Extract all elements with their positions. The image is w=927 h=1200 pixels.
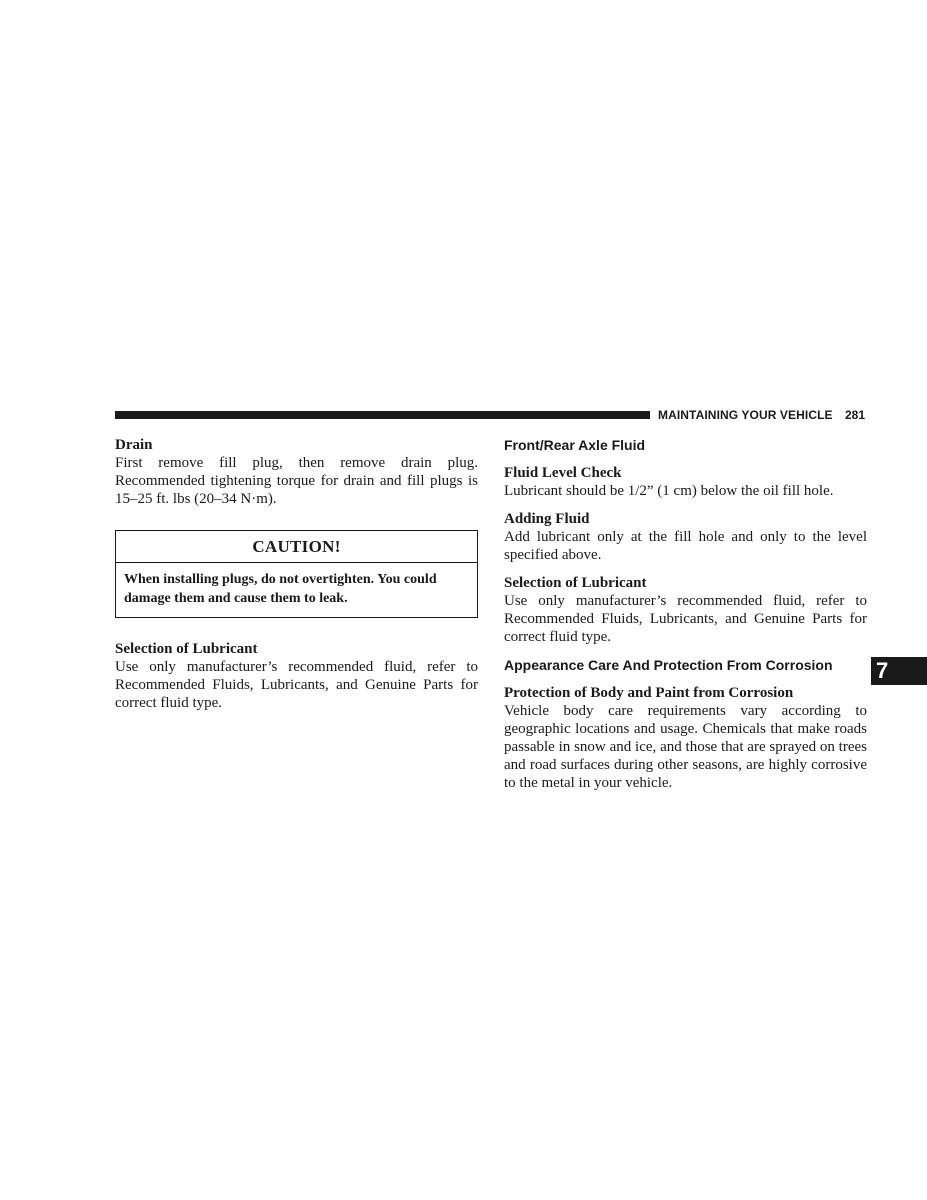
fluid-level-text: Lubricant should be 1/2” (1 cm) below the oil fill hole. (504, 483, 834, 499)
drain-text: First remove fill plug, then remove drain plug. Recommended tightening torque for drain and fill plugs is 15–25 ft. lbs (20–34 N·m). (115, 455, 478, 507)
adding-fluid-heading: Adding Fluid (504, 511, 590, 527)
header-rule (115, 411, 650, 419)
selection-lubricant-heading-right: Selection of Lubricant (504, 575, 647, 591)
appearance-care-heading: Appearance Care And Protection From Corrosion (504, 657, 833, 673)
caution-box (115, 530, 478, 618)
adding-fluid-text: Add lubricant only at the fill hole and only to the level specified above. (504, 529, 867, 563)
page-number: 281 (845, 408, 866, 422)
protection-text: Vehicle body care requirements vary according to geographic locations and usage. Chemicals that make roads passable in snow and ice, and those that are sprayed on trees and road surfaces during other seasons, are highly corrosive to the metal in your vehicle. (504, 703, 867, 791)
selection-lubricant-heading: Selection of Lubricant (115, 641, 258, 657)
caution-text: When installing plugs, do not overtighten. You could damage them and cause them to leak. (124, 572, 437, 606)
left-column (115, 436, 478, 712)
fluid-level-heading: Fluid Level Check (504, 465, 622, 481)
chapter-tab: 7 (871, 657, 927, 685)
caution-title: CAUTION! (116, 531, 477, 563)
selection-lubricant-text: Use only manufacturer’s recommended fluid, refer to Recommended Fluids, Lubricants, and Genuine Parts for correct fluid type. (115, 659, 478, 711)
right-column (504, 436, 867, 792)
running-header-title: MAINTAINING YOUR VEHICLE (658, 408, 833, 422)
protection-heading: Protection of Body and Paint from Corrosion (504, 685, 794, 701)
selection-lubricant-text-right: Use only manufacturer’s recommended fluid, refer to Recommended Fluids, Lubricants, and Genuine Parts for correct fluid type. (504, 593, 867, 645)
axle-fluid-heading: Front/Rear Axle Fluid (504, 437, 646, 453)
drain-heading: Drain (115, 437, 153, 453)
